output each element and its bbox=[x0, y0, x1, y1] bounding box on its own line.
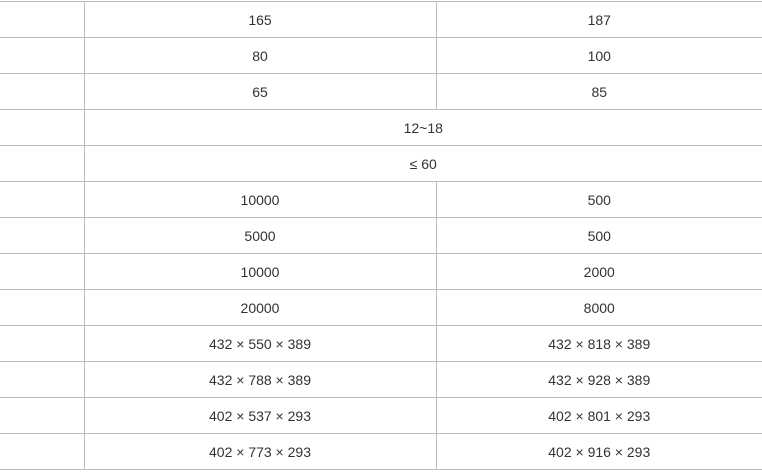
table-cell: 85 bbox=[436, 74, 762, 110]
row-label-cell bbox=[0, 254, 84, 290]
row-label-cell bbox=[0, 110, 84, 146]
row-label-cell bbox=[0, 398, 84, 434]
spec-table-body bbox=[0, 2, 762, 470]
table-row bbox=[0, 74, 762, 110]
table-cell: 2000 bbox=[436, 254, 762, 290]
table-cell: 432 × 550 × 389 bbox=[84, 326, 436, 362]
row-label-cell bbox=[0, 74, 84, 110]
row-label-cell bbox=[0, 434, 84, 470]
table-cell: 402 × 916 × 293 bbox=[436, 434, 762, 470]
row-label-cell bbox=[0, 146, 84, 182]
table-row bbox=[0, 254, 762, 290]
table-row bbox=[0, 290, 762, 326]
table-cell: 402 × 537 × 293 bbox=[84, 398, 436, 434]
row-label-cell bbox=[0, 38, 84, 74]
table-cell: 402 × 773 × 293 bbox=[84, 434, 436, 470]
table-row bbox=[0, 182, 762, 218]
row-label-cell bbox=[0, 2, 84, 38]
table-cell: 402 × 801 × 293 bbox=[436, 398, 762, 434]
table-row bbox=[0, 2, 762, 38]
table-row bbox=[0, 362, 762, 398]
table-cell: 187 bbox=[436, 2, 762, 38]
row-label-cell bbox=[0, 290, 84, 326]
table-row bbox=[0, 38, 762, 74]
table-cell: 165 bbox=[84, 2, 436, 38]
table-cell: 80 bbox=[84, 38, 436, 74]
table-cell: 432 × 788 × 389 bbox=[84, 362, 436, 398]
row-label-cell bbox=[0, 218, 84, 254]
table-cell: 20000 bbox=[84, 290, 436, 326]
table-cell: 500 bbox=[436, 218, 762, 254]
table-cell: 432 × 818 × 389 bbox=[436, 326, 762, 362]
row-label-cell bbox=[0, 326, 84, 362]
table-row bbox=[0, 434, 762, 470]
table-cell: 100 bbox=[436, 38, 762, 74]
spec-table bbox=[0, 1, 762, 470]
table-row bbox=[0, 218, 762, 254]
table-cell-merged: 12~18 bbox=[84, 110, 762, 146]
table-cell: 65 bbox=[84, 74, 436, 110]
table-cell: 432 × 928 × 389 bbox=[436, 362, 762, 398]
table-cell: 500 bbox=[436, 182, 762, 218]
table-cell: 5000 bbox=[84, 218, 436, 254]
table-cell: 10000 bbox=[84, 182, 436, 218]
row-label-cell bbox=[0, 182, 84, 218]
table-cell-merged: ≤ 60 bbox=[84, 146, 762, 182]
table-cell: 8000 bbox=[436, 290, 762, 326]
table-row bbox=[0, 146, 762, 182]
table-row bbox=[0, 110, 762, 146]
row-label-cell bbox=[0, 362, 84, 398]
table-row bbox=[0, 398, 762, 434]
table-cell: 10000 bbox=[84, 254, 436, 290]
table-row bbox=[0, 326, 762, 362]
